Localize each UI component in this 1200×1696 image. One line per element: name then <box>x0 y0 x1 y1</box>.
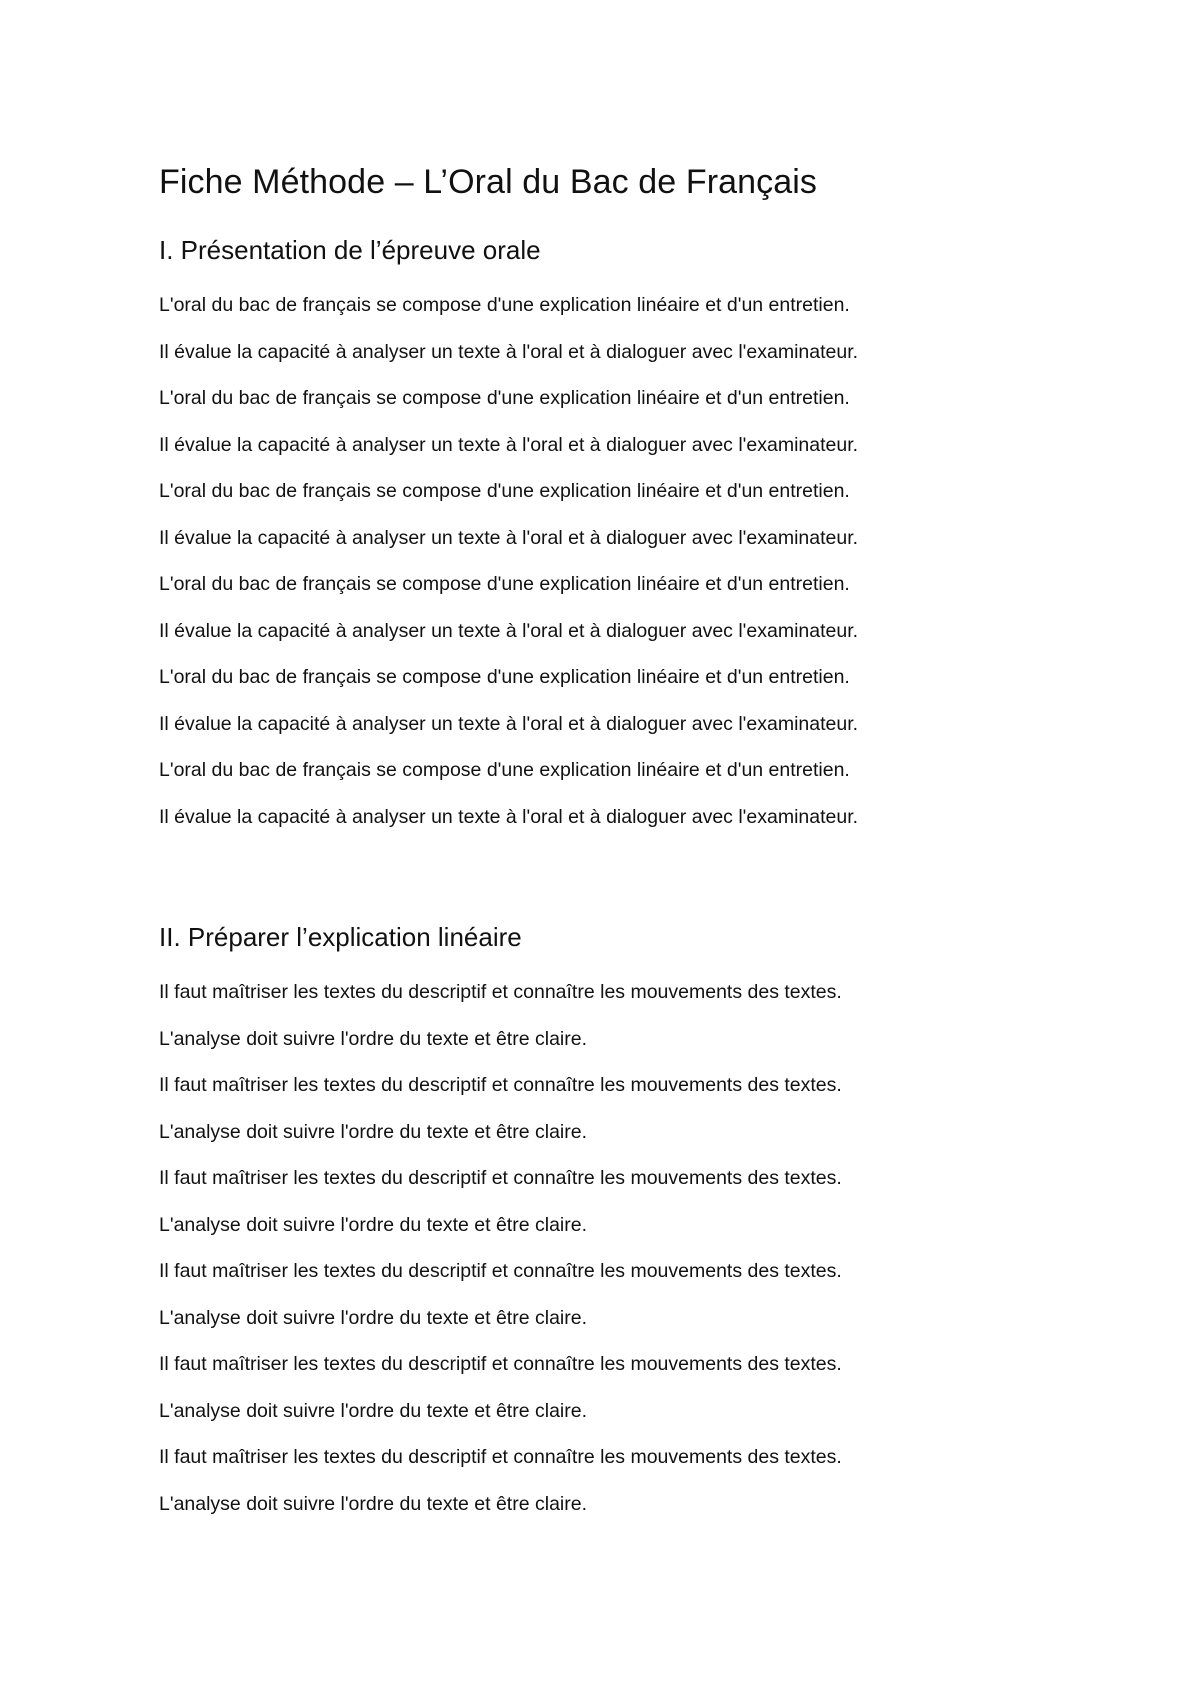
paragraph-line: Il évalue la capacité à analyser un texte à l'oral et à dialoguer avec l'examinateur. <box>159 433 859 456</box>
document-title: Fiche Méthode – L’Oral du Bac de Français <box>159 163 818 201</box>
paragraph-line: Il évalue la capacité à analyser un texte à l'oral et à dialoguer avec l'examinateur. <box>159 526 859 549</box>
paragraph-line: Il faut maîtriser les textes du descriptif et connaître les mouvements des textes. <box>159 1260 842 1282</box>
section-explication <box>159 919 1059 1527</box>
paragraph-line: Il faut maîtriser les textes du descriptif et connaître les mouvements des textes. <box>159 1167 842 1189</box>
paragraph-line: Il évalue la capacité à analyser un texte à l'oral et à dialoguer avec l'examinateur. <box>159 712 859 735</box>
paragraph-list <box>159 282 1059 840</box>
paragraph-line: Il évalue la capacité à analyser un texte à l'oral et à dialoguer avec l'examinateur. <box>159 805 859 828</box>
section-heading: II. Préparer l’explication linéaire <box>159 922 522 952</box>
paragraph-line: Il faut maîtriser les textes du descriptif et connaître les mouvements des textes. <box>159 1446 842 1468</box>
paragraph-line: L'analyse doit suivre l'ordre du texte et être claire. <box>159 1399 588 1422</box>
paragraph-line: L'analyse doit suivre l'ordre du texte et être claire. <box>159 1492 588 1515</box>
paragraph-line: L'oral du bac de français se compose d'une explication linéaire et d'un entretien. <box>159 294 850 316</box>
section-presentation <box>159 232 1059 840</box>
paragraph-line: Il faut maîtriser les textes du descriptif et connaître les mouvements des textes. <box>159 1074 842 1096</box>
paragraph-line: L'analyse doit suivre l'ordre du texte et être claire. <box>159 1120 588 1143</box>
paragraph-line: L'analyse doit suivre l'ordre du texte et être claire. <box>159 1213 588 1236</box>
paragraph-line: L'analyse doit suivre l'ordre du texte et être claire. <box>159 1306 588 1329</box>
paragraph-line: L'oral du bac de français se compose d'une explication linéaire et d'un entretien. <box>159 573 850 595</box>
paragraph-line: Il faut maîtriser les textes du descriptif et connaître les mouvements des textes. <box>159 1353 842 1375</box>
paragraph-line: Il évalue la capacité à analyser un texte à l'oral et à dialoguer avec l'examinateur. <box>159 619 859 642</box>
paragraph-line: L'oral du bac de français se compose d'une explication linéaire et d'un entretien. <box>159 666 850 688</box>
paragraph-line: L'oral du bac de français se compose d'une explication linéaire et d'un entretien. <box>159 387 850 409</box>
document-page <box>159 158 1059 1527</box>
paragraph-line: L'oral du bac de français se compose d'une explication linéaire et d'un entretien. <box>159 480 850 502</box>
paragraph-line: Il évalue la capacité à analyser un texte à l'oral et à dialoguer avec l'examinateur. <box>159 340 859 363</box>
paragraph-line: L'oral du bac de français se compose d'une explication linéaire et d'un entretien. <box>159 759 850 781</box>
paragraph-line: Il faut maîtriser les textes du descriptif et connaître les mouvements des textes. <box>159 981 842 1003</box>
paragraph-line: L'analyse doit suivre l'ordre du texte et être claire. <box>159 1027 588 1050</box>
paragraph-list <box>159 969 1059 1527</box>
section-heading: I. Présentation de l’épreuve orale <box>159 235 541 265</box>
